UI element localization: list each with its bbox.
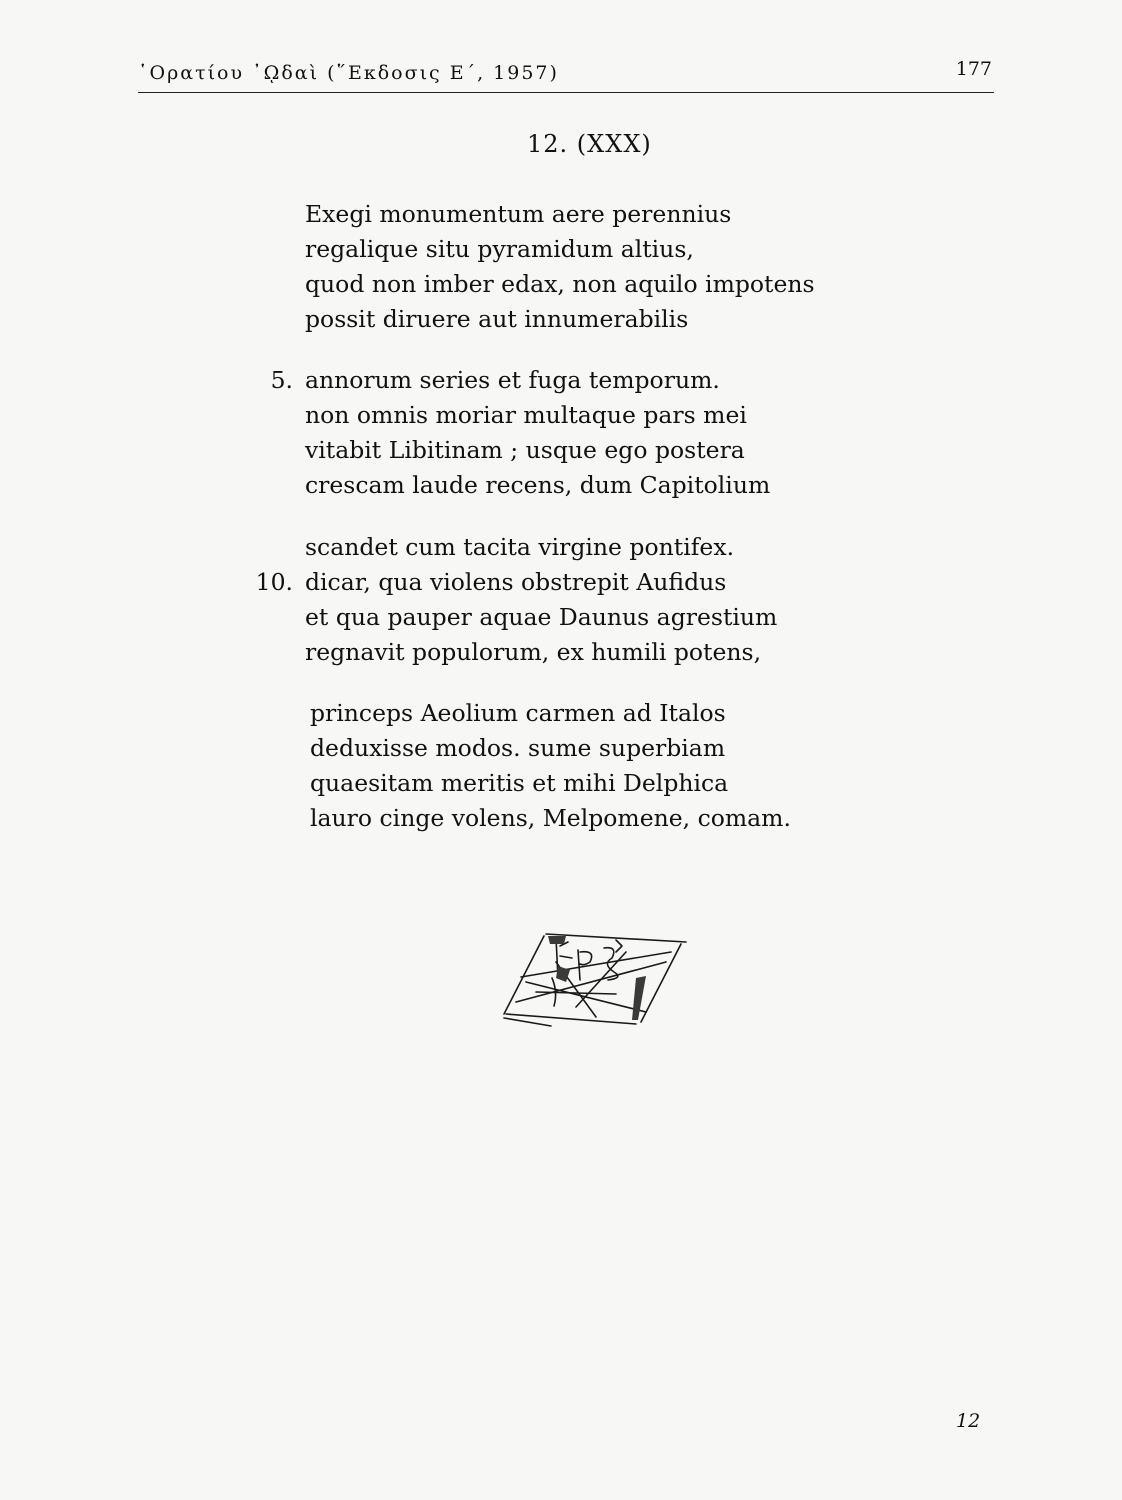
- verse-line: [255, 565, 777, 600]
- stanza-3: [255, 530, 778, 670]
- verse-text: et qua pauper aquae Daunus agrestium: [305, 603, 778, 631]
- verse-text: princeps Aeolium carmen ad Italos: [310, 699, 726, 727]
- verse-text: Exegi monumentum aere perennius: [305, 200, 732, 228]
- running-title: ῾Ορατίου ᾿ῼδαὶ (῞Εκδοσις Ε΄, 1957): [138, 62, 559, 84]
- verse-text: non omnis moriar multaque pars mei: [305, 401, 747, 429]
- verse-line: [305, 468, 770, 503]
- verse-line: [305, 302, 815, 337]
- verse-text: annorum series et fuga temporum.: [305, 366, 720, 394]
- verse-line: [310, 731, 791, 766]
- verse-text: deduxisse modos. sume superbiam: [310, 734, 726, 762]
- stanza-4: [310, 696, 791, 836]
- verse-text: regnavit populorum, ex humili potens,: [305, 638, 762, 666]
- verse-text: crescam laude recens, dum Capitolium: [305, 471, 771, 499]
- header-rule: [138, 92, 994, 93]
- verse-line: [270, 363, 770, 398]
- verse-line: [305, 197, 815, 232]
- verse-text: quod non imber edax, non aquilo impotens: [305, 270, 815, 298]
- verse-line: [310, 696, 791, 731]
- verse-line: [305, 433, 770, 468]
- verse-line: [305, 398, 770, 433]
- ode-heading: 12. (XXX): [527, 130, 652, 158]
- verse-line: [310, 801, 791, 836]
- verse-line: [305, 635, 777, 670]
- page-number: 177: [955, 58, 992, 80]
- running-header: [138, 56, 994, 96]
- hand-drawn-monogram-icon: [496, 922, 701, 1037]
- verse-text: possit diruere aut innumerabilis: [305, 305, 689, 333]
- signature-mark: 12: [956, 1410, 981, 1432]
- verse-text: vitabit Libitinam ; usque ego postera: [305, 436, 745, 464]
- verse-line: [305, 267, 815, 302]
- verse-line: [305, 600, 777, 635]
- verse-text: lauro cinge volens, Melpomene, comam.: [310, 804, 791, 832]
- verse-line: [305, 232, 815, 267]
- verse-text: scandet cum tacita virgine pontifex.: [305, 533, 735, 561]
- verse-line: [310, 766, 791, 801]
- line-number: 10.: [255, 568, 293, 596]
- verse-line: [305, 530, 777, 565]
- line-number: 5.: [270, 366, 293, 394]
- verse-text: dicar, qua violens obstrepit Aufidus: [305, 568, 727, 596]
- verse-text: regalique situ pyramidum altius,: [305, 235, 694, 263]
- stanza-2: [270, 363, 771, 503]
- stanza-1: [305, 197, 815, 337]
- verse-text: quaesitam meritis et mihi Delphica: [310, 769, 729, 797]
